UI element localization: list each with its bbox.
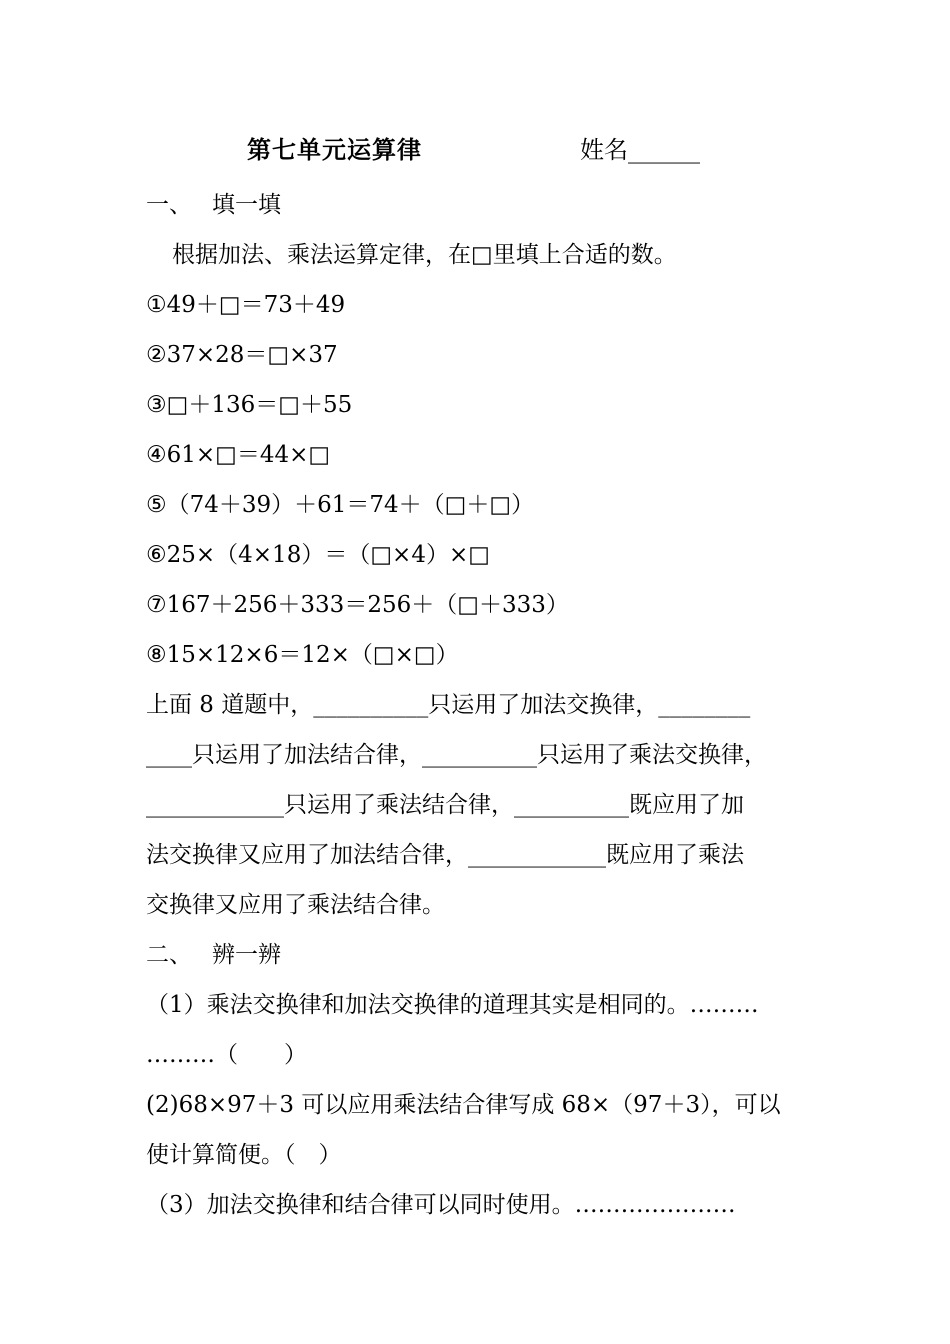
judge-line-3: (2)68×97＋3 可以应用乘法结合律写成 68×（97＋3），可以 (146, 1092, 781, 1118)
summary-line-4: 法交换律又应用了加法结合律，____________既应用了乘法 (146, 842, 744, 868)
problem-4: ④61×□＝44×□ (146, 442, 331, 468)
section-1-title: 填一填 (212, 192, 281, 218)
problem-8: ⑧15×12×6＝12×（□×□） (146, 642, 459, 668)
summary-line-3: ____________只运用了乘法结合律，__________既应用了加 (146, 792, 744, 818)
problem-1: ①49＋□＝73＋49 (146, 292, 346, 318)
summary-line-5: 交换律又应用了乘法结合律。 (146, 892, 445, 918)
problem-5: ⑤（74＋39）＋61＝74＋（□＋□） (146, 492, 535, 518)
section-1-heading (146, 180, 826, 230)
page-title: 第七单元运算律 (247, 135, 422, 164)
section-2-number: 二、 (146, 942, 192, 968)
section-1-number: 一、 (146, 192, 192, 218)
section-2-heading (146, 930, 826, 980)
title-row (0, 130, 950, 170)
problem-7: ⑦167＋256＋333＝256＋（□＋333） (146, 592, 569, 618)
problem-3: ③□＋136＝□＋55 (146, 392, 353, 418)
problem-6: ⑥25×（4×18）＝（□×4）×□ (146, 542, 490, 568)
summary-line-1: 上面 8 道题中，__________只运用了加法交换律，________ (146, 692, 751, 718)
judge-line-2: ………（ ） (146, 1042, 307, 1068)
judge-line-4: 使计算简便。（ ） (146, 1142, 342, 1168)
judge-line-5: （3）加法交换律和结合律可以同时使用。………………… (146, 1192, 736, 1218)
section-1-instruction: 根据加法、乘法运算定律，在□里填上合适的数。 (172, 242, 677, 268)
judge-line-1: （1）乘法交换律和加法交换律的道理其实是相同的。……… (146, 992, 759, 1018)
worksheet-content (146, 180, 826, 1230)
name-field-label: 姓名______ (580, 136, 700, 164)
summary-line-2: ____只运用了加法结合律，__________只运用了乘法交换律， (146, 742, 767, 768)
section-2-title: 辨一辨 (212, 942, 281, 968)
problem-2: ②37×28＝□×37 (146, 342, 338, 368)
